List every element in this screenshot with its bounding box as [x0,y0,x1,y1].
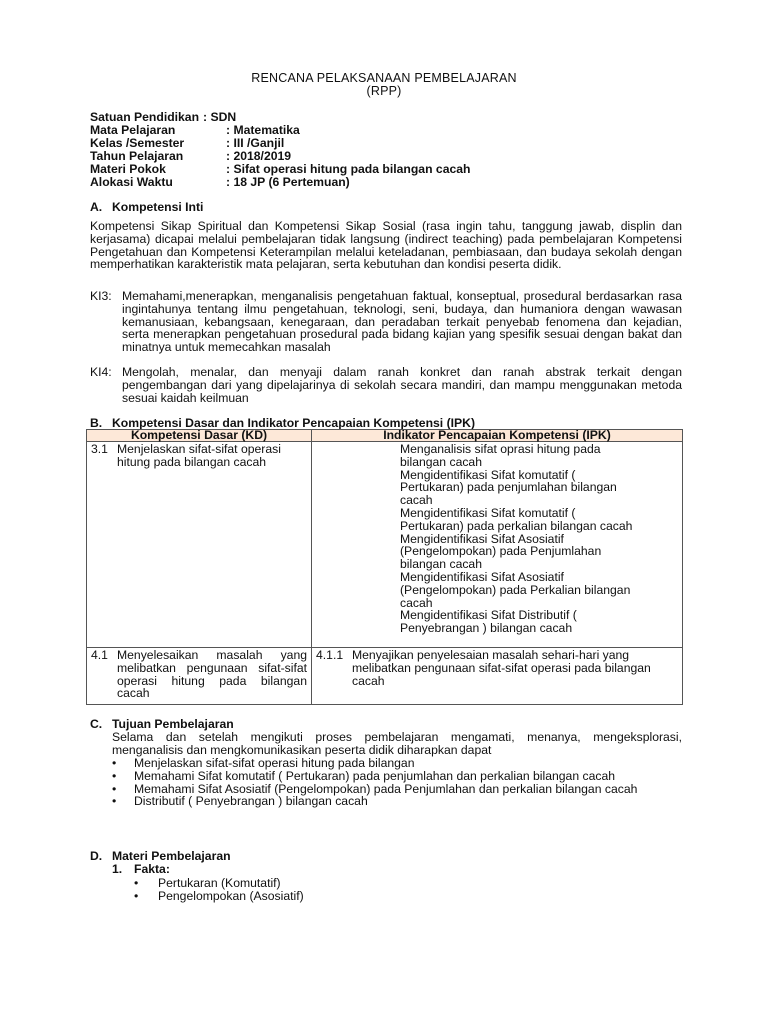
section-number: A. [90,200,103,214]
ipk-cell [312,648,683,705]
identity-key: Tahun Pelajaran [90,149,184,163]
section-c-heading [90,718,234,731]
section-d-heading [90,850,231,863]
bullet-icon: • [134,876,139,890]
table-header-row [87,430,683,442]
kd-number: 4.1 [91,648,108,662]
list-item: • Memahami Sifat Asosiatif (Pengelompokan) pada Penjumlahan dan perkalian bilangan cacah [112,781,638,796]
list-item: • Pengelompokan (Asosiatif) [134,889,304,903]
list-item: • Distributif ( Penyebrangan ) bilangan cacah [112,794,368,809]
bullet-icon: • [112,756,117,770]
identity-key: Materi Pokok [90,162,166,176]
bullet-icon: • [134,889,139,903]
section-a-heading [90,201,203,214]
kd-cell [87,442,312,648]
kd-text: Menjelaskan sifat-sifat operasi hitung pada bilangan cacah [117,442,281,469]
list-item: Mengidentifikasi Sifat Distributif ( Penyebrangan ) bilangan cacah [400,608,577,636]
section-title: Kompetensi Inti [112,200,204,214]
kd-cell [87,648,312,705]
ipk-text: Menyajikan penyelesaian masalah sehari-hari yang melibatkan pengunaan sifat-sifat operasi pada bilangan cacah [352,648,651,688]
identity-key: Mata Pelajaran [90,123,176,137]
list-item: Mengidentifikasi Sifat Asosiatif (Pengelompokan) pada Penjumlahan bilangan cacah [400,531,602,572]
identity-row [90,176,470,189]
section-number: C. [90,717,103,731]
list-item: Mengidentifikasi Sifat komutatif ( Pertukaran) pada perkalian bilangan cacah [400,505,633,533]
subsection-heading [112,863,170,876]
column-header-kd: Kompetensi Dasar (KD) [87,430,312,442]
kd-number: 3.1 [91,442,108,456]
ipk-cell [312,442,683,648]
document-title: RENCANA PELAKSANAAN PEMBELAJARAN [251,71,517,85]
list-item: • Menjelaskan sifat-sifat operasi hitung pada bilangan [112,756,415,770]
column-header-ipk: Indikator Pencapaian Kompetensi (IPK) [312,430,683,442]
section-c-intro: Selama dan setelah mengikuti proses pembelajaran mengamati, menanya, mengeksplorasi, menganalisis dan mengkomunikasikan peserta didik diharapkan dapat [112,730,682,757]
section-title: Materi Pembelajaran [112,849,231,863]
identity-key: Alokasi Waktu [90,175,173,189]
ki3-block [90,290,682,354]
section-a-intro: Kompetensi Sikap Spiritual dan Kompetensi Sikap Sosial (rasa ingin tahu, tanggung jawab, displin dan kerjasama) dicapai melalui pembelajaran tidak langsung (indirect teaching) pada pembelajaran Kompetensi Pengetahuan dan Kompetensi Keterampilan melalui keteladanan, pembiasaan, dan budaya sekolah dengan memperhatikan karakteristik mata pelajaran, serta kebutuhan dan kondisi peserta didik. [90,219,682,272]
identity-key: Kelas /Semester [90,136,185,150]
ki3-text: Memahami,menerapkan, menganalisis pengetahuan faktual, konseptual, prosedural berdasarkan rasa ingintahunya tentang ilmu pengetahuan, teknologi, seni, budaya, dan humaniora dengan wawasan kemanusiaan, kebangsaan, kenegaraan, dan peradaban terkait penyebab fenomena dan kejadian, serta menerapkan pengetahuan prosedural pada bidang kajian yang spesifik sesuai dengan bakat dan minatnya untuk memecahkan masalah [122,289,682,355]
bullet-icon: • [112,768,117,783]
ki4-text: Mengolah, menalar, dan menyaji dalam ranah konkret dan ranah abstrak terkait dengan pengembangan dari yang dipelajarinya di sekolah secara mandiri, dan mampu menggunakan metoda sesuai kaidah keilmuan [122,365,682,405]
list-item: Menganalisis sifat oprasi hitung pada bilangan cacah [400,442,601,469]
list-item: Mengidentifikasi Sifat Asosiatif (Pengelompokan) pada Perkalian bilangan cacah [400,569,631,610]
document-subtitle: (RPP) [366,84,402,98]
ki3-label: KI3: [90,289,112,303]
identity-value: : 18 JP (6 Pertemuan) [226,175,350,189]
table-row [87,442,683,648]
subsection-title: Fakta: [134,862,170,876]
identity-value: : SDN [203,110,237,124]
identity-value: : Matematika [226,123,300,137]
bullet-icon: • [112,781,117,796]
identity-value: : III /Ganjil [226,136,285,150]
kd-text: Menyelesaikan masalah yang melibatkan pengunaan sifat-sifat operasi hitung pada bilangan cacah [117,648,307,701]
ipk-number: 4.1.1 [316,648,344,662]
identity-value: : 2018/2019 [226,149,292,163]
identity-key: Satuan Pendidikan [90,110,200,124]
section-title: Kompetensi Dasar dan Indikator Pencapaian Kompetensi (IPK) [112,416,476,430]
kd-ipk-table [86,429,683,705]
ki4-label: KI4: [90,365,112,379]
list-item: Mengidentifikasi Sifat komutatif ( Pertukaran) pada penjumlahan bilangan cacah [400,467,617,508]
identity-value: : Sifat operasi hitung pada bilangan cacah [226,162,471,176]
ki4-block [90,366,682,404]
ipk-list [316,443,636,635]
section-title: Tujuan Pembelajaran [112,717,234,731]
table-row [87,648,683,705]
list-item: • Memahami Sifat komutatif ( Pertukaran) pada penjumlahan dan perkalian bilangan cacah [112,768,616,783]
bullet-icon: • [112,794,117,809]
section-number: D. [90,849,103,863]
identity-block [90,111,470,189]
section-number: B. [90,416,103,430]
fakta-list [134,877,304,903]
subsection-number: 1. [112,862,123,876]
objective-list [112,757,682,808]
list-item: • Pertukaran (Komutatif) [134,876,281,890]
